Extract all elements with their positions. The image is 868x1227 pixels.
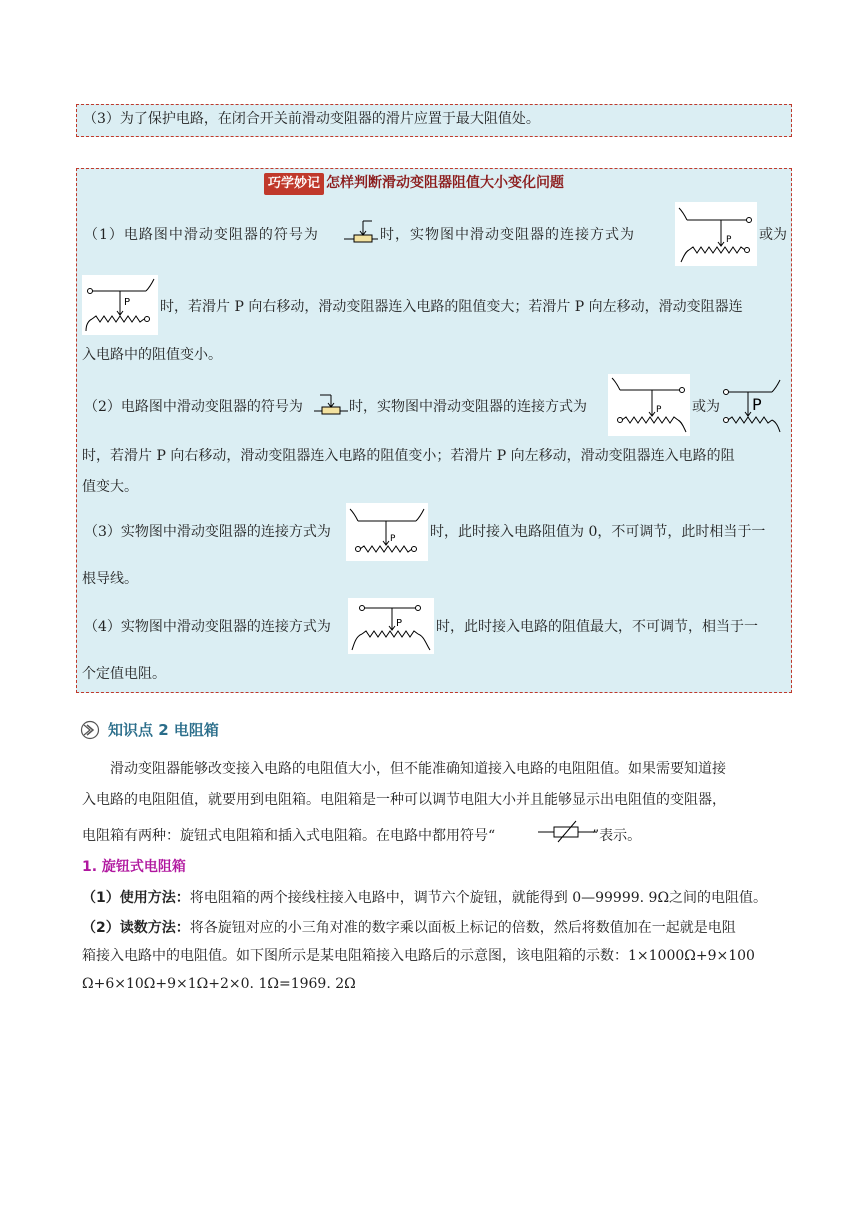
- read-text-3: Ω+6×10Ω+9×1Ω+2×0. 1Ω=1969. 2Ω: [82, 976, 356, 992]
- rheostat-photo-3: [346, 503, 428, 561]
- rheostat-photo-4: [348, 598, 434, 654]
- section-title: 知识点 2 电阻箱: [108, 721, 219, 739]
- tip-p2-e: 值变大。: [82, 479, 138, 495]
- tip-p2-b: 时，实物图中滑动变阻器的连接方式为: [349, 399, 587, 415]
- rheostat-symbol-1: [344, 217, 378, 245]
- tip-p1-a: （1）电路图中滑动变阻器的符号为: [84, 227, 319, 243]
- tip-p2-c: 或为: [692, 399, 720, 415]
- p-label: P: [726, 235, 732, 245]
- use-text: 将电阻箱的两个接线柱接入电路中，调节六个旋钮，就能得到 0—99999. 9Ω之间的电阻值。: [189, 890, 768, 906]
- p-label: P: [396, 618, 403, 629]
- tip-badge: 巧学妙记: [264, 173, 324, 195]
- p-label: P: [656, 405, 662, 415]
- rheostat-photo-1a: [675, 202, 757, 266]
- tip-p2-a: （2）电路图中滑动变阻器的符号为: [84, 399, 303, 415]
- tip-p1-c: 或为: [759, 227, 787, 243]
- section-para1: 滑动变阻器能够改变接入电路的电阻值大小，但不能准确知道接入电路的电阻阻值。如果需要知道接: [110, 761, 726, 777]
- tip-p4-a: （4）实物图中滑动变阻器的连接方式为: [84, 619, 331, 635]
- section-para3-a: 电阻箱有两种：旋钮式电阻箱和插入式电阻箱。在电路中都用符号“: [82, 828, 496, 844]
- tip-p4-c: 个定值电阻。: [82, 666, 166, 682]
- p-label: P: [752, 395, 762, 414]
- resistance-box-symbol: [538, 818, 596, 844]
- use-label: （1）使用方法：: [82, 890, 190, 906]
- rheostat-symbol-2: [314, 393, 348, 421]
- read-text-1: 将各旋钮对应的小三角对准的数字乘以面板上标记的倍数，然后将数值加在一起就是电阻: [189, 920, 736, 936]
- note-box: [76, 104, 792, 137]
- read-text-2: 箱接入电路中的电阻值。如下图所示是某电阻箱接入电路后的示意图，该电阻箱的示数：1×1000Ω+9×100: [82, 948, 755, 964]
- tip-title: 怎样判断滑动变阻器阻值大小变化问题: [326, 175, 565, 191]
- read-label: （2）读数方法：: [82, 920, 190, 936]
- subhead-rotary-box: 1. 旋钮式电阻箱: [82, 859, 186, 875]
- tip-p1-d: 时，若滑片 P 向右移动，滑动变阻器连入电路的阻值变大；若滑片 P 向左移动，滑动变阻器连: [160, 299, 743, 315]
- use-method: [82, 888, 767, 908]
- rheostat-photo-1b: [82, 275, 158, 335]
- p-label: P: [390, 534, 396, 544]
- tip-p3-b: 时，此时接入电路阻值为 0，不可调节，此时相当于一: [430, 524, 766, 540]
- rheostat-photo-2b: [722, 376, 784, 434]
- tip-p1-b: 时，实物图中滑动变阻器的连接方式为: [380, 227, 635, 243]
- section-icon: [80, 720, 100, 740]
- note-text: （3）为了保护电路，在闭合开关前滑动变阻器的滑片应置于最大阻值处。: [83, 111, 540, 127]
- rheostat-photo-2a: [608, 374, 690, 436]
- section-para2: 入电路的电阻阻值，就要用到电阻箱。电阻箱是一种可以调节电阻大小并且能够显示出电阻值的变阻器，: [82, 792, 726, 808]
- tip-p3-c: 根导线。: [82, 571, 138, 587]
- tip-p2-d: 时，若滑片 P 向右移动，滑动变阻器连入电路的阻值变小；若滑片 P 向左移动，滑动变阻器连入电路的阻: [82, 448, 735, 464]
- section-para3-b: ”表示。: [592, 828, 642, 844]
- p-label: P: [124, 297, 131, 308]
- tip-p3-a: （3）实物图中滑动变阻器的连接方式为: [84, 524, 331, 540]
- tip-p4-b: 时，此时接入电路的阻值最大，不可调节，相当于一: [436, 619, 758, 635]
- tip-p1-e: 入电路中的阻值变小。: [82, 347, 222, 363]
- tip-header: [264, 173, 564, 195]
- read-method: [82, 918, 736, 938]
